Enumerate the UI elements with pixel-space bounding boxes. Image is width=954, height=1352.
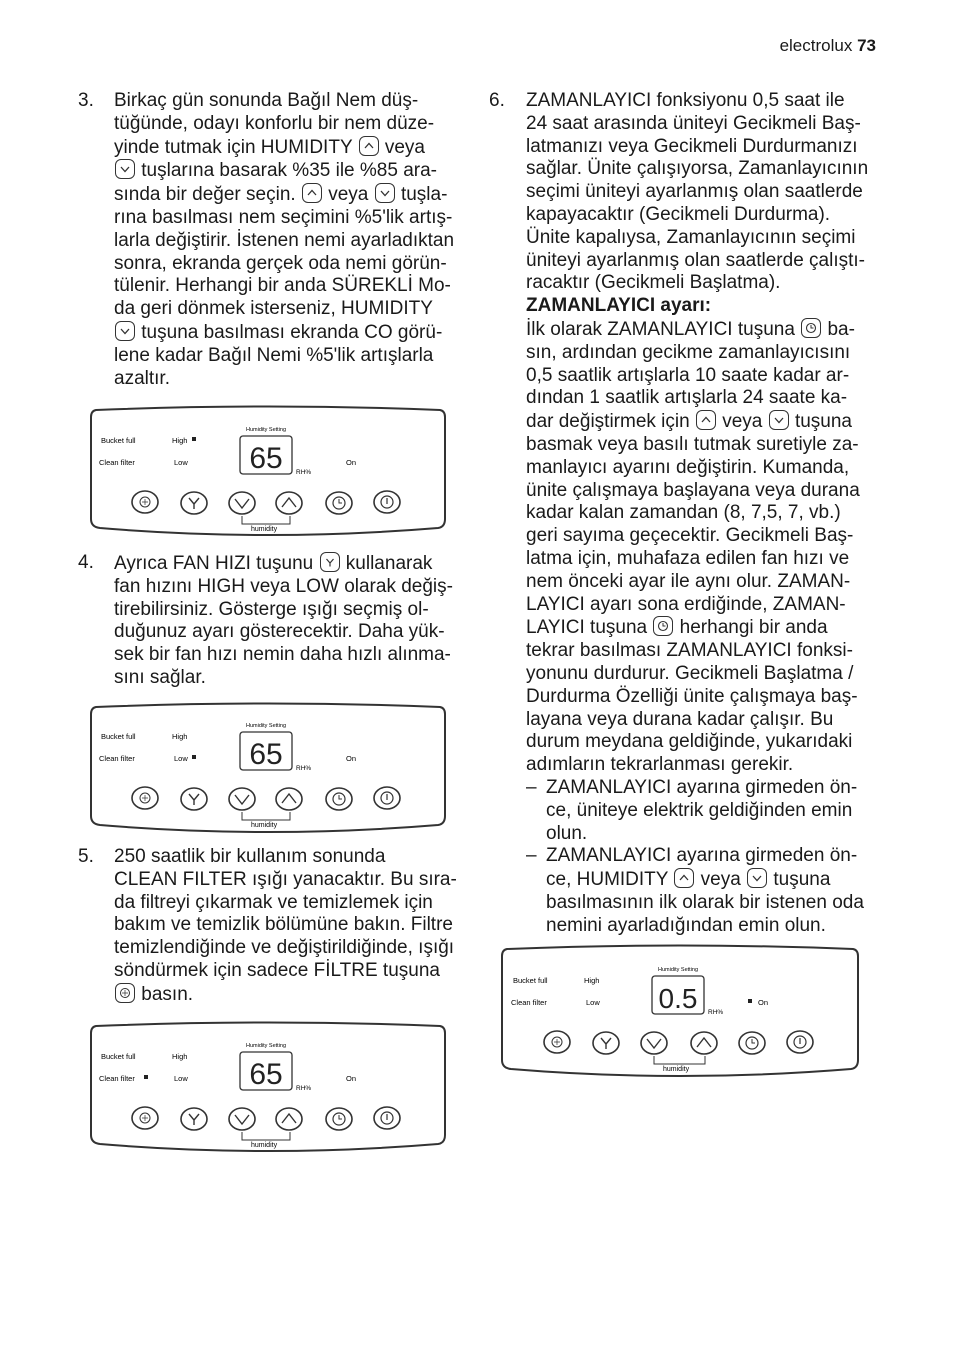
low-label: Low xyxy=(174,458,188,467)
text-line: basmak veya basılı tutmak suretiyle za- xyxy=(526,433,859,455)
down-button[interactable] xyxy=(229,1108,255,1130)
text-line: ce, üniteye elektrik geldiğinden emin xyxy=(546,799,853,821)
bullet-item xyxy=(526,845,886,937)
clean-filter-label: Clean filter xyxy=(99,458,135,467)
text-line: tülenir. Herhangi bir anda SÜREKLİ Mo- xyxy=(114,275,451,297)
text-line: Birkaç gün sonunda Bağıl Nem düş- xyxy=(114,90,419,111)
text-line: dar değiştirmek için veya tuşuna xyxy=(526,411,852,433)
fan-button[interactable] xyxy=(181,788,207,810)
rh-label: RH% xyxy=(708,1009,724,1016)
low-indicator xyxy=(192,755,196,759)
humidity-label: humidity xyxy=(251,526,278,533)
text-line: sonra, ekranda gerçek oda nemi görün- xyxy=(114,252,447,274)
text-line: sın, ardından gecikme zamanlayıcısını xyxy=(526,341,851,363)
up-button[interactable] xyxy=(276,492,302,514)
text-line: 250 saatlik bir kullanım sonunda xyxy=(114,846,386,867)
text-line: ZAMANLAYICI ayarına girmeden ön- xyxy=(546,845,858,867)
on-label: On xyxy=(346,1074,357,1083)
text-line: üniteyi ayarlanmış olan saatlerde çalıştı- xyxy=(526,249,865,271)
text-line: temizlendiğinde ve değiştirildiğinde, ışığı xyxy=(114,937,455,959)
filter-button[interactable] xyxy=(132,1107,158,1129)
section-subheading: ZAMANLAYICI ayarı: xyxy=(526,295,712,317)
display-value: 65 xyxy=(249,1058,283,1091)
display-value: 0.5 xyxy=(658,983,698,1014)
text-line: da filtreyi çıkarmak ve temizlemek için xyxy=(114,891,433,913)
control-panel-3 xyxy=(88,1021,448,1160)
timer-icon xyxy=(653,616,673,636)
text-line: kapayacaktır (Gecikmeli Durdurma). xyxy=(526,203,831,225)
text-line: geri sayıma geçecektir. Gecikmeli Baş- xyxy=(526,525,854,547)
text-line: söndürmek için sadece FİLTRE tuşuna xyxy=(114,959,440,981)
text-line: duğunuz ayarı gösterecektir. Daha yük- xyxy=(114,621,445,643)
fan-button[interactable] xyxy=(593,1032,619,1054)
bullet-item xyxy=(526,777,886,845)
on-label: On xyxy=(758,998,769,1007)
text-line: racaktır (Gecikmeli Başlatma). xyxy=(526,272,781,294)
text-line: lene kadar Bağıl Nemi %5'lik artışlarla xyxy=(114,344,434,366)
text-line: fan hızını HIGH veya LOW olarak değiş- xyxy=(114,575,453,597)
bullet-dash: – xyxy=(526,776,537,798)
timer-button[interactable] xyxy=(326,1108,352,1130)
high-indicator xyxy=(192,437,196,441)
fan-icon xyxy=(320,552,340,572)
clean-filter-indicator xyxy=(144,1075,148,1079)
rh-label: RH% xyxy=(296,469,312,476)
filter-icon xyxy=(115,983,135,1003)
filter-button[interactable] xyxy=(132,491,158,513)
text-line: tuşlarına basarak %35 ile %85 ara- xyxy=(114,159,474,183)
up-arrow-icon xyxy=(674,868,694,888)
text-line: basın. xyxy=(114,983,474,1007)
timer-button[interactable] xyxy=(326,492,352,514)
text-line: tirebilirsiniz. Gösterge ışığı seçmiş ol- xyxy=(114,598,429,620)
clean-filter-label: Clean filter xyxy=(99,754,135,763)
item-number: 6. xyxy=(489,90,505,111)
timer-icon xyxy=(801,318,821,338)
fan-button[interactable] xyxy=(181,1108,207,1130)
filter-button[interactable] xyxy=(544,1031,570,1053)
up-button[interactable] xyxy=(691,1032,717,1054)
text-line: rına basılması nem seçimini %5'lik artış- xyxy=(114,206,453,228)
text-line: LAYICI ayarı sona erdiğinde, ZAMAN- xyxy=(526,593,846,615)
bucket-full-label: Bucket full xyxy=(101,1052,136,1061)
page-header xyxy=(780,36,876,56)
clean-filter-label: Clean filter xyxy=(99,1074,135,1083)
text-line: bakım ve temizlik bölümüne bakın. Filtre xyxy=(114,914,453,936)
on-label: On xyxy=(346,458,357,467)
page-number: 73 xyxy=(857,36,876,55)
text-line: manlayıcı ayarını değiştirin. Kumanda, xyxy=(526,456,850,478)
up-arrow-icon xyxy=(302,183,322,203)
down-arrow-icon xyxy=(375,183,395,203)
bucket-full-label: Bucket full xyxy=(101,436,136,445)
up-arrow-icon xyxy=(359,136,379,156)
up-button[interactable] xyxy=(276,1108,302,1130)
high-label: High xyxy=(172,436,188,445)
text-line: ZAMANLAYICI ayarına girmeden ön- xyxy=(546,776,858,798)
on-label: On xyxy=(346,754,357,763)
display-value: 65 xyxy=(249,442,283,475)
text-line: sek bir fan hızı nemin daha hızlı alınma- xyxy=(114,644,451,666)
fan-button[interactable] xyxy=(181,492,207,514)
text-line: Ayrıca FAN HIZI tuşunu kullanarak xyxy=(114,553,433,574)
filter-button[interactable] xyxy=(132,787,158,809)
power-button[interactable] xyxy=(787,1031,813,1053)
text-line: LAYICI tuşuna herhangi bir anda xyxy=(526,617,828,639)
humidity-label: humidity xyxy=(663,1066,690,1073)
down-arrow-icon xyxy=(747,868,767,888)
power-button[interactable] xyxy=(374,1107,400,1129)
item-number: 4. xyxy=(78,552,94,573)
bullet-dash: – xyxy=(526,845,537,867)
humidity-setting-label: Humidity Setting xyxy=(246,723,287,729)
text-line: da geri dönmek isterseniz, HUMIDITY xyxy=(114,298,433,320)
text-line: ce, HUMIDITY veya tuşuna xyxy=(546,869,831,891)
text-line: sını sağlar. xyxy=(114,666,206,688)
text-line: seçimi üniteyi ayarlanmış olan saatlerde xyxy=(526,181,863,203)
text-line: olun. xyxy=(546,822,588,844)
bucket-full-label: Bucket full xyxy=(101,732,136,741)
text-line: ünite çalışmaya başlayana veya durana xyxy=(526,479,860,501)
timer-button[interactable] xyxy=(739,1032,765,1054)
up-arrow-icon xyxy=(696,410,716,430)
humidity-setting-label: Humidity Setting xyxy=(658,967,699,973)
text-line: larla değiştirir. İstenen nemi ayarladıktan xyxy=(114,229,455,251)
text-line: 0,5 saatlik artışlarla 10 saate kadar ar- xyxy=(526,364,850,386)
text-line: 24 saat arasında üniteyi Gecikmeli Baş- xyxy=(526,112,861,134)
humidity-label: humidity xyxy=(251,822,278,829)
high-label: High xyxy=(584,976,600,985)
up-button[interactable] xyxy=(276,788,302,810)
text-line: tekrar basılması ZAMANLAYICI fonksi- xyxy=(526,640,853,662)
text-line: latmanızı veya Gecikmeli Durdurmanızı xyxy=(526,135,858,157)
control-panel-1 xyxy=(88,405,448,544)
text-line: nem önceki ayar ile aynı olur. ZAMAN- xyxy=(526,570,851,592)
low-label: Low xyxy=(586,998,600,1007)
text-line: ZAMANLAYICI fonksiyonu 0,5 saat ile xyxy=(526,90,845,111)
text-line: Ünite kapalıysa, Zamanlayıcının seçimi xyxy=(526,226,856,248)
on-indicator xyxy=(748,999,752,1003)
text-line: CLEAN FILTER ışığı yanacaktır. Bu sıra- xyxy=(114,868,457,890)
humidity-setting-label: Humidity Setting xyxy=(246,427,287,433)
text-line: sağlar. Ünite çalışıyorsa, Zamanlayıcının xyxy=(526,158,869,180)
text-line: tuşuna basılması ekranda CO görü- xyxy=(114,321,474,345)
down-arrow-icon xyxy=(115,321,135,341)
display-value: 65 xyxy=(249,738,283,771)
power-button[interactable] xyxy=(374,787,400,809)
text-line: yonunu durdurur. Gecikmeli Başlatma / xyxy=(526,662,854,684)
down-arrow-icon xyxy=(769,410,789,430)
high-label: High xyxy=(172,732,188,741)
control-panel-4 xyxy=(499,944,861,1085)
down-button[interactable] xyxy=(229,492,255,514)
item-number: 3. xyxy=(78,90,94,111)
text-line: sında bir değer seçin. veya tuşla- xyxy=(114,184,448,206)
rh-label: RH% xyxy=(296,765,312,772)
text-line: dından 1 saatlik artışlarla 24 saate ka- xyxy=(526,387,848,409)
low-label: Low xyxy=(174,754,188,763)
text-line: durum meydana geldiğinde, yukarıdaki xyxy=(526,731,853,753)
bucket-full-label: Bucket full xyxy=(513,976,548,985)
power-button[interactable] xyxy=(374,491,400,513)
down-button[interactable] xyxy=(641,1032,667,1054)
rh-label: RH% xyxy=(296,1085,312,1092)
text-line: yinde tutmak için HUMIDITY veya xyxy=(114,136,425,158)
down-arrow-icon xyxy=(115,159,135,179)
control-panel-2 xyxy=(88,702,448,841)
down-button[interactable] xyxy=(229,788,255,810)
text-line: azaltır. xyxy=(114,367,170,389)
clean-filter-label: Clean filter xyxy=(511,998,547,1007)
text-line: İlk olarak ZAMANLAYICI tuşuna ba- xyxy=(526,318,855,340)
text-line: tüğünde, odayı konforlu bir nem düze- xyxy=(114,112,435,134)
high-label: High xyxy=(172,1052,188,1061)
text-line: Durdurma Özelliği ünite çalışmaya baş- xyxy=(526,685,858,707)
timer-button[interactable] xyxy=(326,788,352,810)
humidity-label: humidity xyxy=(251,1142,278,1149)
text-line: adımların tekrarlanması gerekir. xyxy=(526,754,794,776)
text-line: basılmasının ilk olarak bir istenen oda xyxy=(546,891,864,913)
text-line: layana veya durana kadar çalışır. Bu xyxy=(526,708,834,730)
brand-name: electrolux xyxy=(779,36,853,55)
text-line: kadar kalan zamandan (8, 7,5, 7, vb.) xyxy=(526,502,841,524)
text-line: nemini ayarladığından emin olun. xyxy=(546,914,826,936)
text-line: latma için, muhafaza edilen fan hızı ve xyxy=(526,547,850,569)
item-number: 5. xyxy=(78,846,94,867)
low-label: Low xyxy=(174,1074,188,1083)
humidity-setting-label: Humidity Setting xyxy=(246,1043,287,1049)
